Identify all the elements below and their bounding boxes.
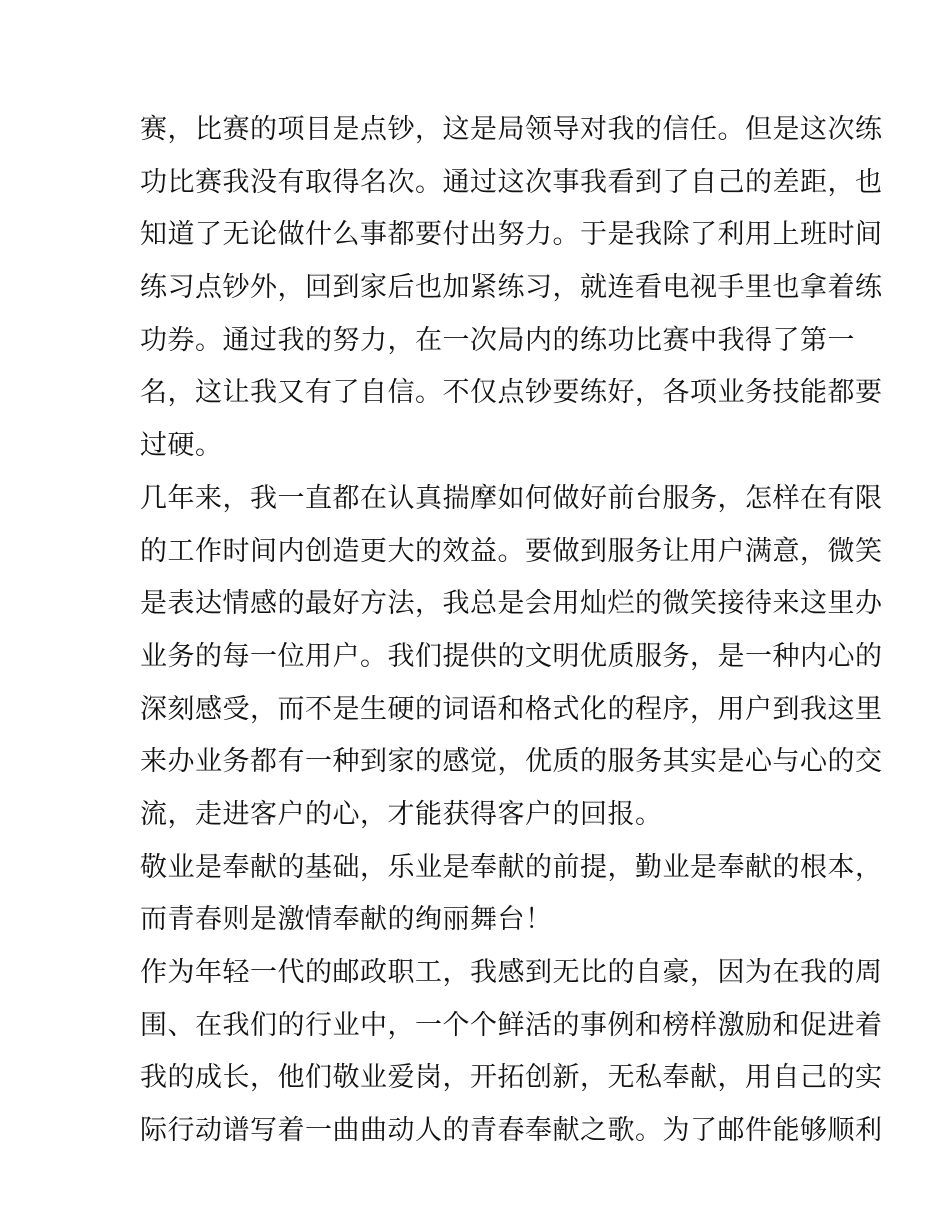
text-line: 际行动谱写着一曲曲动人的青春奉献之歌。为了邮件能够顺利 xyxy=(140,1115,883,1147)
text-line: 练习点钞外，回到家后也加紧练习，就连看电视手里也拿着练 xyxy=(140,272,883,304)
text-line: 业务的每一位用户。我们提供的文明优质服务，是一种内心的 xyxy=(140,640,883,672)
text-line: 而青春则是激情奉献的绚丽舞台！ xyxy=(140,904,553,936)
text-line: 作为年轻一代的邮政职工，我感到无比的自豪，因为在我的周 xyxy=(140,957,883,988)
text-line: 敬业是奉献的基础，乐业是奉献的前提，勤业是奉献的根本， xyxy=(140,851,883,883)
text-line: 深刻感受，而不是生硬的词语和格式化的程序，用户到我这里 xyxy=(140,693,883,725)
text-line: 知道了无论做什么事都要付出努力。于是我除了利用上班时间 xyxy=(140,219,883,251)
text-line: 的工作时间内创造更大的效益。要做到服务让用户满意，微笑 xyxy=(140,535,883,567)
text-line: 围、在我们的行业中，一个个鲜活的事例和榜样激励和促进着 xyxy=(140,1009,883,1041)
text-line: 流，走进客户的心，才能获得客户的回报。 xyxy=(140,798,663,830)
text-line: 功券。通过我的努力，在一次局内的练功比赛中我得了第一 xyxy=(140,324,855,356)
text-line: 几年来，我一直都在认真揣摩如何做好前台服务，怎样在有限 xyxy=(140,482,883,514)
text-line: 功比赛我没有取得名次。通过这次事我看到了自己的差距，也 xyxy=(140,166,883,198)
text-line: 来办业务都有一种到家的感觉，优质的服务其实是心与心的交 xyxy=(140,746,883,778)
text-line: 是表达情感的最好方法，我总是会用灿烂的微笑接待来这里办 xyxy=(140,588,883,620)
body-text xyxy=(140,104,883,1158)
text-line: 过硬。 xyxy=(140,430,223,462)
text-line: 我的成长，他们敬业爱岗，开拓创新，无私奉献，用自己的实 xyxy=(140,1062,883,1094)
text-line: 赛，比赛的项目是点钞，这是局领导对我的信任。但是这次练 xyxy=(140,114,883,145)
text-line: 名，这让我又有了自信。不仅点钞要练好，各项业务技能都要 xyxy=(140,377,883,409)
